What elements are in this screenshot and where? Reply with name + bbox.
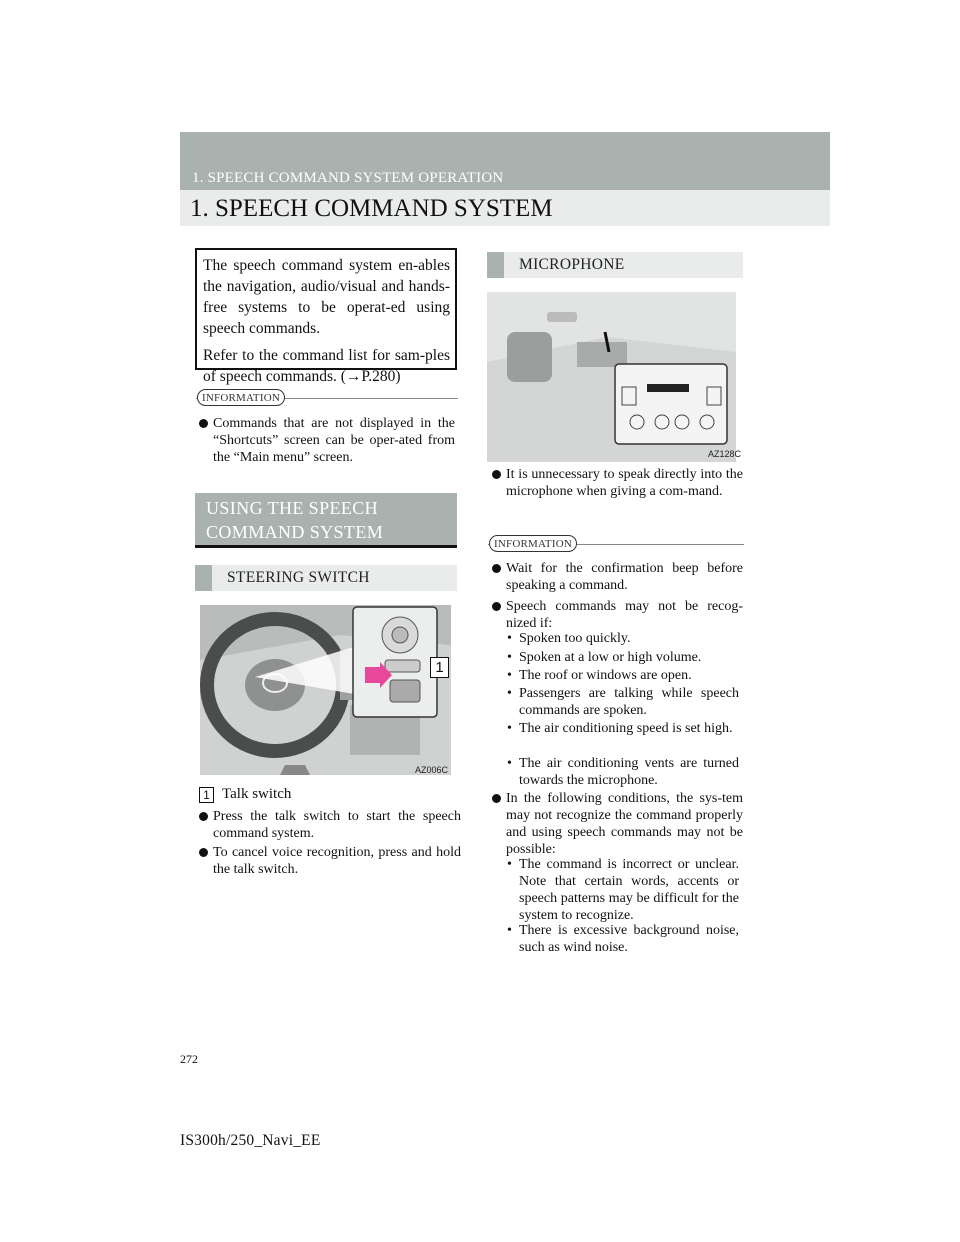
bullet-icon xyxy=(199,848,208,857)
sub-item: • Spoken too quickly. xyxy=(507,631,631,646)
sub-item: • The air conditioning speed is set high. xyxy=(507,721,733,736)
bullet-icon xyxy=(492,602,501,611)
info-bullet: Commands that are not displayed in the “Shortcuts” screen can be oper-ated from the “Main menu” screen. xyxy=(199,415,455,466)
bullet-icon xyxy=(199,419,208,428)
sub-item: • Spoken at a low or high volume. xyxy=(507,650,702,665)
info-bullet: In the following conditions, the sys-tem may not recognize the command properly and using speech commands may not be possible: xyxy=(492,790,743,858)
steering-bullet: Press the talk switch to start the speech command system. xyxy=(199,808,461,842)
microphone-image xyxy=(487,292,736,462)
page-number: 272 xyxy=(180,1052,198,1066)
sub-item: • The air conditioning vents are turned towards the microphone. xyxy=(507,756,739,788)
subheading-steering xyxy=(195,565,457,591)
subheading-label: STEERING SWITCH xyxy=(227,569,370,586)
bullet-icon xyxy=(492,470,501,479)
information-tag: INFORMATION xyxy=(197,389,285,406)
microphone-illustration xyxy=(487,292,736,462)
sub-item: • The command is incorrect or unclear. Note that certain words, accents or speech patterns may be difficult for the system to recognize. xyxy=(507,857,739,923)
intro-reference: Refer to the command list for sam-ples of speech commands. (→P.280) xyxy=(203,347,450,385)
model-code: IS300h/250_Navi_EE xyxy=(180,1132,321,1149)
info-bullet: Wait for the confirmation beep before speaking a command. xyxy=(492,560,743,594)
bullet-icon xyxy=(199,812,208,821)
image-code: AZ128C xyxy=(708,449,742,459)
bullet-icon xyxy=(492,564,501,573)
intro-paragraph: The speech command system en-ables the navigation, audio/visual and hands-free systems to be operat-ed using speech commands. xyxy=(203,257,450,337)
steering-switch-image xyxy=(200,605,451,775)
legend-text: Talk switch xyxy=(222,786,292,802)
legend-number: 1 xyxy=(199,787,214,803)
section-label: 1. SPEECH COMMAND SYSTEM OPERATION xyxy=(192,170,504,186)
information-tag: INFORMATION xyxy=(489,535,577,552)
intro-box xyxy=(195,248,457,385)
steering-illustration xyxy=(200,605,451,775)
sub-item: • Passengers are talking while speech commands are spoken. xyxy=(507,686,739,718)
info-bullet: Speech commands may not be recog-nized if: xyxy=(492,598,743,632)
subheading-marker xyxy=(487,252,504,278)
microphone-bullet: It is unnecessary to speak directly into the microphone when giving a com-mand. xyxy=(492,466,743,500)
bullet-icon xyxy=(492,794,501,803)
page-title: 1. SPEECH COMMAND SYSTEM xyxy=(190,195,553,222)
callout-label: 1 xyxy=(430,657,449,678)
subheading-label: MICROPHONE xyxy=(519,256,625,273)
section-heading: USING THE SPEECH COMMAND SYSTEM xyxy=(206,498,384,542)
image-code: AZ006C xyxy=(415,765,449,775)
section-rule xyxy=(195,545,457,548)
steering-bullet: To cancel voice recognition, press and hold the talk switch. xyxy=(199,844,461,878)
subheading-microphone xyxy=(487,252,743,278)
sub-item: • The roof or windows are open. xyxy=(507,668,692,683)
subheading-marker xyxy=(195,565,212,591)
sub-item: • There is excessive background noise, such as wind noise. xyxy=(507,923,739,955)
